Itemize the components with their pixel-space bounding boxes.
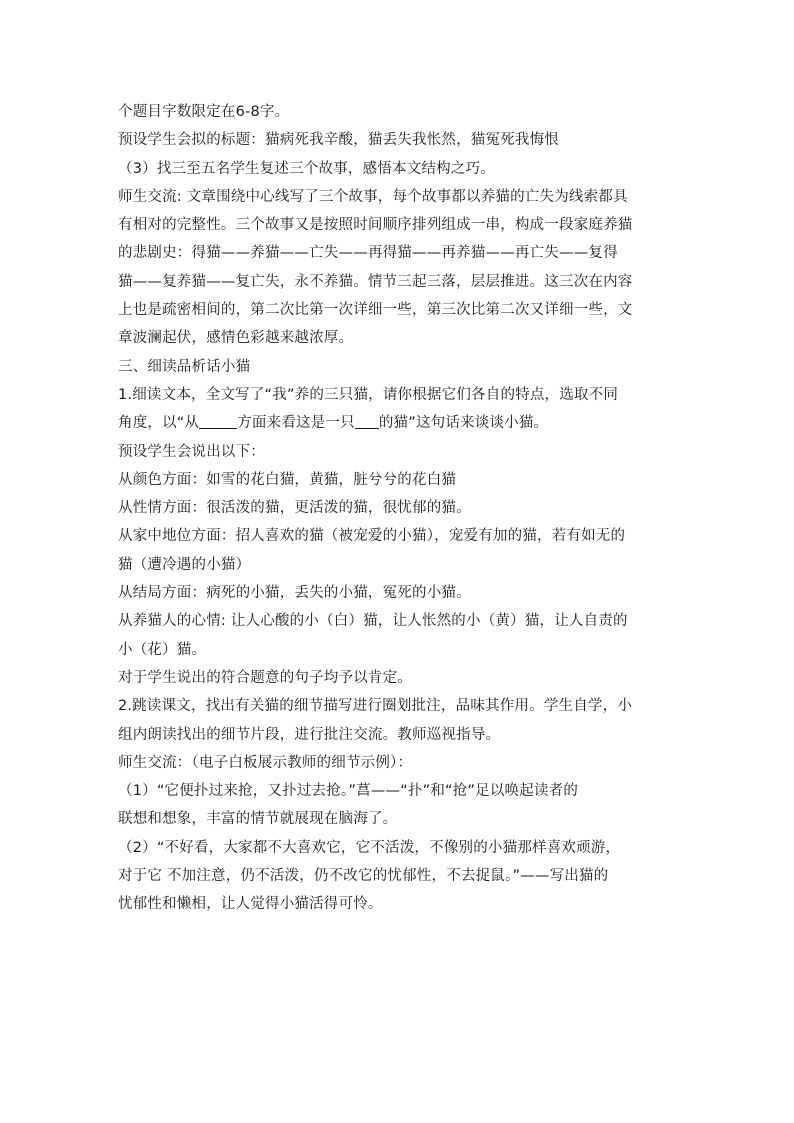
text-line: 个题目字数限定在6-8字。 bbox=[118, 104, 290, 120]
text-line: 猫——复养猫——复亡失，永不养猫。情节三起三落，层层推进。这三次在内容 bbox=[118, 273, 633, 290]
text-line: 从颜色方面：如雪的花白猫，黄猫，脏兮兮的花白猫 bbox=[118, 471, 457, 488]
text-line: 章波澜起伏，感情色彩越来越浓厚。 bbox=[118, 330, 354, 347]
document-body bbox=[118, 98, 678, 919]
text-line: （2）“不好看，大家都不大喜欢它，它不活泼，不像别的小猫那样喜欢顽游， bbox=[118, 839, 621, 856]
text-line: 预设学生会拟的标题：猫病死我辛酸，猫丢失我怅然，猫冤死我悔恨 bbox=[118, 132, 559, 149]
text-line: 的悲剧史：得猫——养猫——亡失——再得猫——再养猫——再亡失——复得 bbox=[118, 245, 618, 262]
section-heading: 三、细读品析话小猫 bbox=[118, 358, 251, 375]
text-line: 忧郁性和懒相，让人觉得小猫活得可怜。 bbox=[118, 896, 383, 913]
text-line: 小（花）猫。 bbox=[118, 641, 207, 658]
text-line: 对于学生说出的符合题意的句子均予以肯定。 bbox=[118, 669, 412, 686]
text-line: 组内朗读找出的细节片段，进行批注交流。教师巡视指导。 bbox=[118, 726, 501, 743]
fill-in-part: 的猫”这句话来谈谈小猫。 bbox=[378, 415, 549, 432]
text-line: 对于它 不加注意，仍不活泼，仍不改它的忧郁性，不去捉鼠。”——写出猫的 bbox=[118, 868, 609, 885]
text-line: 有相对的完整性。三个故事又是按照时间顺序排列组成一串，构成一段家庭养猫 bbox=[118, 217, 633, 234]
text-line: 1.细读文本，全文写了“我”养的三只猫，请你根据它们各自的特点，选取不同 bbox=[118, 386, 619, 403]
fill-in-sentence bbox=[118, 409, 678, 437]
text-line: 从结局方面：病死的小猫，丢失的小猫，冤死的小猫。 bbox=[118, 585, 471, 602]
text-line: 师生交流：（电子白板展示教师的细节示例）： bbox=[118, 754, 413, 771]
fill-in-part: 方面来看这是一只 bbox=[237, 415, 355, 432]
text-line: 2.跳读课文，找出有关猫的细节描写进行圈划批注，品味其作用。学生自学，小 bbox=[118, 698, 633, 715]
text-line: 联想和想象，丰富的情节就展现在脑海了。 bbox=[118, 811, 398, 828]
text-line: 师生交流: 文章围绕中心线写了三个故事，每个故事都以养猫的亡失为线索都具 bbox=[118, 188, 628, 205]
text-line: （1）“它便扑过来抢，又扑过去抢。”菖——“扑”和“抢”足以唤起读者的 bbox=[118, 783, 579, 800]
text-line: 从家中地位方面：招人喜欢的猫（被宠爱的小猫），宠爱有加的猫，若有如无的 bbox=[118, 528, 626, 545]
fill-in-blank bbox=[199, 412, 237, 429]
text-line: 从性情方面：很活泼的猫，更活泼的猫，很忧郁的猫。 bbox=[118, 500, 471, 517]
text-line: 上也是疏密相间的，第二次比第一次详细一些，第三次比第二次又详细一些，文 bbox=[118, 302, 633, 319]
text-line: 猫（遭冷遇的小猫） bbox=[118, 556, 251, 573]
fill-in-blank bbox=[355, 412, 379, 429]
fill-in-part: 角度，以“从 bbox=[118, 415, 200, 432]
text-line: （3）找三至五名学生复述三个故事，感悟本文结构之巧。 bbox=[118, 160, 495, 177]
text-line: 从养猫人的心情: 让人心酸的小（白）猫，让人怅然的小（黄）猫，让人自责的 bbox=[118, 613, 628, 630]
text-line: 预设学生会说出以下： bbox=[118, 443, 265, 460]
